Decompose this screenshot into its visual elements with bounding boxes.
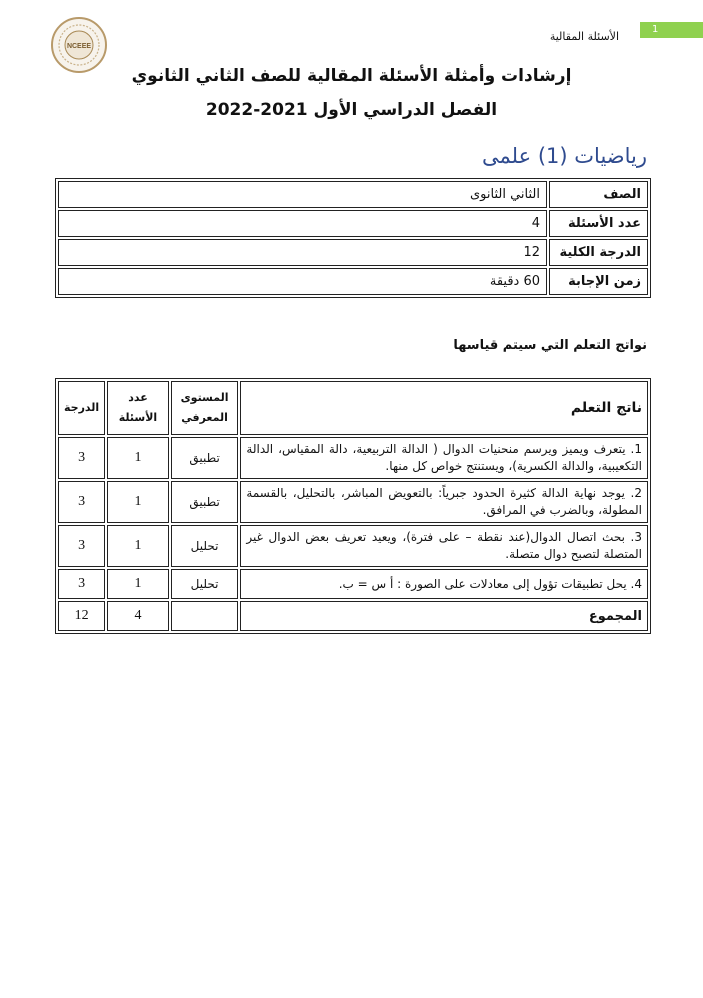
info-value: 12 [58,239,547,266]
info-row-answer-time [58,268,648,295]
outcome-score: 3 [58,481,105,523]
outcome-text: 4. يحل تطبيقات تؤول إلى معادلات على الصورة : أ س = ب. [240,569,648,599]
outcomes-header-row [58,381,648,435]
header-count-line2: الأسئلة [118,411,158,424]
outcome-row [58,481,648,523]
info-value: 60 دقيقة [58,268,547,295]
outcome-question-count: 1 [107,525,169,567]
outcome-level: تحليل [171,569,239,599]
running-header-title: الأسئلة المقالية [549,30,619,43]
outcome-level: تحليل [171,525,239,567]
header-level-line1: المستوى [180,391,229,404]
outcome-row [58,437,648,479]
total-score: 12 [58,601,105,631]
exam-info-table [55,178,651,298]
info-label: زمن الإجابة [549,268,648,295]
outcome-level: تطبيق [171,481,239,523]
header-score: الدرجة [58,381,105,435]
outcome-score: 3 [58,525,105,567]
total-level-empty [171,601,239,631]
outcome-row [58,525,648,567]
info-label: الصف [549,181,648,208]
info-row-total-score [58,239,648,266]
total-label: المجموع [240,601,648,631]
document-subtitle: الفصل الدراسي الأول 2021-2022 [205,100,498,120]
header-count-line1: عدد [128,391,148,404]
outcome-text: 3. بحث اتصال الدوال(عند نقطة – على فترة)، ويعيد تعريف بعض الدوال غير المتصلة لتصبح دوال متصلة. [240,525,648,567]
outcome-row [58,569,648,599]
info-label: الدرجة الكلية [549,239,648,266]
outcome-question-count: 1 [107,481,169,523]
info-label: عدد الأسئلة [549,210,648,237]
total-question-count: 4 [107,601,169,631]
svg-text:NCEEE: NCEEE [66,43,92,50]
subject-heading: رياضيات (1) علمى [482,144,647,168]
outcome-question-count: 1 [107,569,169,599]
info-value: الثاني الثانوى [58,181,547,208]
outcomes-heading: نواتج التعلم التي سيتم قياسها [453,338,647,353]
outcome-text: 1. يتعرف ويميز ويرسم منحنيات الدوال ( الدالة التربيعية، دالة المقياس، الدالة التكعيبية، والدالة الكسرية)، ويستنتج خواص كل منها. [240,437,648,479]
outcome-score: 3 [58,437,105,479]
info-row-question-count [58,210,648,237]
outcome-text: 2. يوجد نهاية الدالة كثيرة الحدود جبرياً: بالتعويض المباشر، بالتحليل، بالقسمة المطولة، وبالضرب في المرافق. [240,481,648,523]
info-value: 4 [58,210,547,237]
total-row [58,601,648,631]
outcome-question-count: 1 [107,437,169,479]
info-row-grade [58,181,648,208]
header-outcome: ناتج التعلم [240,381,648,435]
header-question-count [107,381,169,435]
header-level-line2: المعرفي [181,411,228,424]
page-number-badge: 1 [640,22,703,38]
header-level [171,381,239,435]
learning-outcomes-table [55,378,651,634]
outcome-score: 3 [58,569,105,599]
outcome-level: تطبيق [171,437,239,479]
document-title: إرشادات وأمثلة الأسئلة المقالية للصف الثاني الثانوي [131,66,572,86]
